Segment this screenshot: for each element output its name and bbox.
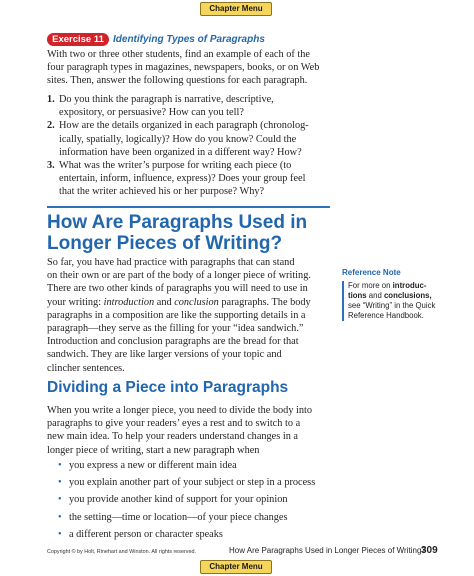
paragraph-line: new main idea. To help your readers understand changes in a bbox=[47, 431, 298, 443]
reference-link-introductions[interactable]: introduc- bbox=[392, 281, 427, 290]
reference-note bbox=[342, 281, 448, 321]
paragraph-line: Introduction and conclusion paragraphs are the bread for that bbox=[47, 336, 299, 348]
bullet-icon: • bbox=[58, 511, 62, 523]
chapter-menu-button-top[interactable]: Chapter Menu bbox=[200, 2, 272, 16]
reference-line bbox=[348, 291, 448, 301]
section-divider bbox=[47, 206, 330, 208]
question-number: 2. bbox=[47, 120, 55, 132]
page-number: 309 bbox=[421, 545, 438, 556]
paragraph-line: paragraph—they serve as the filling for your “idea sandwich.” bbox=[47, 323, 304, 335]
term-introduction: introduction bbox=[103, 296, 155, 308]
list-item-text: you explain another part of your subject or step in a process bbox=[69, 477, 316, 489]
question-line: ically, spatially, logically)? How do you know? Could the bbox=[59, 133, 297, 145]
question-item bbox=[47, 159, 337, 199]
exercise-intro bbox=[47, 48, 337, 88]
paragraph-line: clincher sentences. bbox=[47, 362, 125, 374]
heading-line: Longer Pieces of Writing? bbox=[47, 233, 283, 254]
section-heading-dividing: Dividing a Piece into Paragraphs bbox=[47, 379, 289, 396]
paragraph-line: paragraphs in a composition are like the supporting details in a bbox=[47, 309, 306, 321]
question-line: How are the details organized in each paragraph (chronolog- bbox=[59, 120, 309, 132]
question-line: What was the writer’s purpose for writing each piece (to bbox=[59, 160, 292, 172]
reference-link-introductions-cont[interactable]: tions bbox=[348, 291, 367, 300]
section-heading-paragraphs bbox=[47, 212, 327, 254]
reference-line bbox=[348, 281, 448, 291]
question-item bbox=[47, 93, 337, 119]
reference-line: see “Writing” in the Quick bbox=[348, 301, 436, 310]
text-run: For more on bbox=[348, 281, 393, 290]
exercise-intro-line: With two or three other students, find an example of each of the bbox=[47, 49, 310, 60]
list-item bbox=[57, 459, 347, 472]
question-line: expository, or persuasive? How can you tell? bbox=[59, 107, 244, 119]
section1-paragraph bbox=[47, 256, 337, 375]
bullet-list bbox=[57, 459, 347, 545]
paragraph-line bbox=[47, 296, 337, 309]
bullet-icon: • bbox=[58, 494, 62, 506]
question-line: Do you think the paragraph is narrative, descriptive, bbox=[59, 94, 274, 105]
question-number: 1. bbox=[47, 94, 55, 105]
bullet-icon: • bbox=[58, 528, 62, 540]
question-number: 3. bbox=[47, 160, 55, 172]
question-item bbox=[47, 119, 337, 159]
text-run: and bbox=[154, 296, 175, 308]
paragraph-line: on their own or are part of the body of a longer piece of writing. bbox=[47, 270, 311, 282]
question-line: entertain, inform, influence, express)? Does your group feel bbox=[59, 173, 306, 185]
question-line: information have been organized in a different way? How? bbox=[59, 146, 302, 158]
list-item bbox=[57, 493, 347, 506]
list-item-text: the setting—time or location—of your piece changes bbox=[69, 511, 288, 523]
bullet-icon: • bbox=[58, 477, 62, 489]
text-run: and bbox=[366, 291, 384, 300]
question-line: that the writer achieved his or her purpose? Why? bbox=[59, 186, 265, 198]
reference-note-title: Reference Note bbox=[342, 268, 401, 277]
paragraph-line: When you write a longer piece, you need to divide the body into bbox=[47, 405, 313, 416]
exercise-questions bbox=[47, 93, 337, 199]
paragraph-line: paragraphs to give your readers’ eyes a rest and to switch to a bbox=[47, 418, 301, 430]
reference-line: Reference Handbook. bbox=[348, 311, 424, 320]
list-item bbox=[57, 476, 347, 489]
heading-line: How Are Paragraphs Used in bbox=[47, 212, 308, 233]
exercise-title: Identifying Types of Paragraphs bbox=[113, 34, 265, 45]
text-run: your writing: bbox=[47, 296, 104, 308]
term-conclusion: conclusion bbox=[174, 296, 219, 308]
paragraph-line: longer piece of writing, start a new paragraph when bbox=[47, 444, 260, 456]
text-run: paragraphs. The body bbox=[218, 296, 311, 308]
list-item bbox=[57, 511, 347, 524]
paragraph-line: So far, you have had practice with paragraphs that can stand bbox=[47, 257, 295, 268]
bullet-icon: • bbox=[58, 460, 62, 471]
exercise-intro-line: sites. Then, answer the following questions for each paragraph. bbox=[47, 75, 308, 87]
paragraph-line: There are two other kinds of paragraphs you will need to use in bbox=[47, 283, 308, 295]
exercise-intro-line: four paragraph types in magazines, newspapers, books, or on Web bbox=[47, 62, 320, 74]
paragraph-line: sandwich. They are like larger versions of your topic and bbox=[47, 349, 282, 361]
reference-link-conclusions[interactable]: conclusions, bbox=[383, 291, 432, 300]
exercise-badge: Exercise 11 bbox=[47, 33, 109, 46]
list-item-text: you express a new or different main idea bbox=[69, 460, 237, 471]
list-item bbox=[57, 528, 347, 541]
running-head: How Are Paragraphs Used in Longer Pieces of Writing? bbox=[229, 546, 426, 555]
list-item-text: you provide another kind of support for your opinion bbox=[69, 494, 288, 506]
chapter-menu-button-bottom[interactable]: Chapter Menu bbox=[200, 560, 272, 574]
copyright-notice: Copyright © by Holt, Rinehart and Winston. All rights reserved. bbox=[47, 549, 196, 555]
section2-paragraph bbox=[47, 404, 347, 457]
list-item-text: a different person or character speaks bbox=[69, 528, 223, 540]
